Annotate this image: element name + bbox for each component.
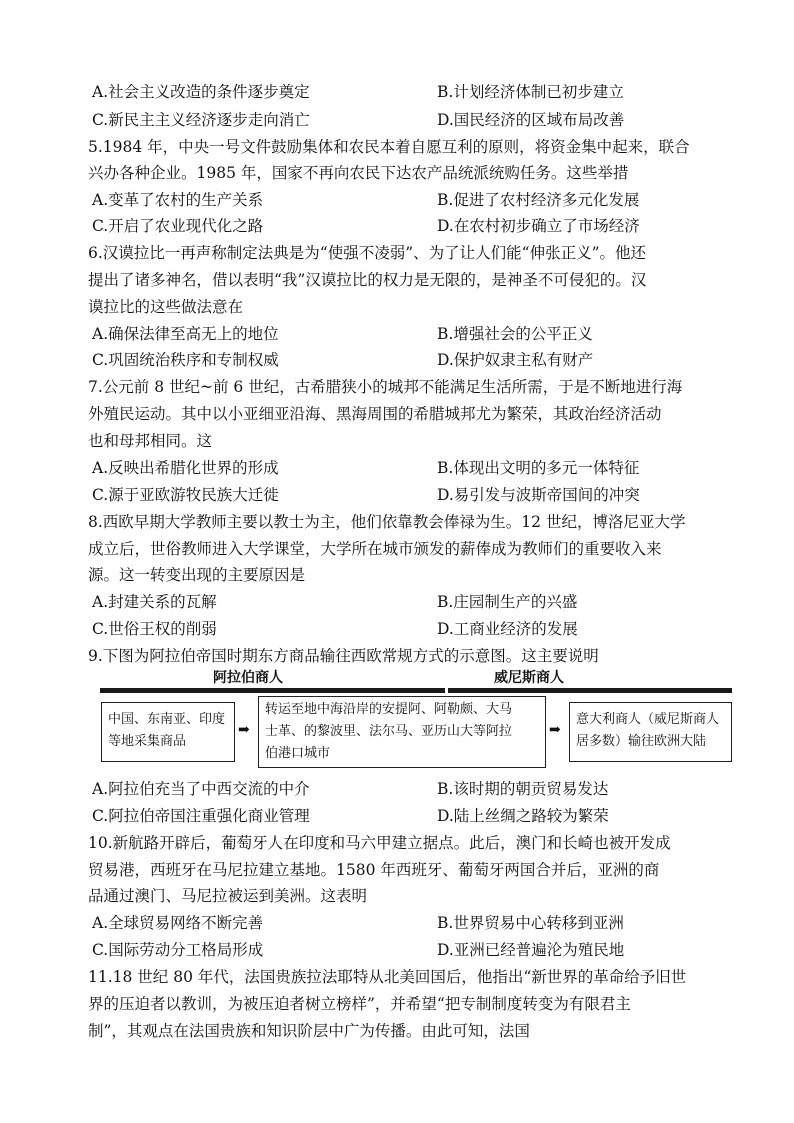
q10-option-d: D.亚洲已经普遍沦为殖民地 bbox=[437, 941, 625, 959]
q6-stem-line-1: 6.汉谟拉比一再声称制定法典是为“使强不凌弱”、为了让人们能“伸张正义”。他还 bbox=[88, 244, 646, 262]
q4-option-a: A.社会主义改造的条件逐步奠定 bbox=[92, 83, 310, 101]
box-arab-ports-line-2: 士革、的黎波里、法尔马、亚历山大等阿拉 bbox=[265, 724, 513, 739]
q8-stem-line-3: 源。这一转变出现的主要原因是 bbox=[88, 566, 306, 584]
q7-option-c: C.源于亚欧游牧民族大迁徙 bbox=[92, 486, 279, 504]
q11-stem-line-2: 界的压迫者以教训，为被压迫者树立榜样”，并希望“把专制制度转变为有限君主 bbox=[88, 995, 631, 1013]
q5-option-c: C.开启了农业现代化之路 bbox=[92, 217, 264, 235]
box-source-goods bbox=[101, 702, 235, 762]
q9-option-b: B.该时期的朝贡贸易发达 bbox=[437, 780, 609, 798]
q10-option-a: A.全球贸易网络不断完善 bbox=[92, 914, 264, 932]
q4-option-c: C.新民主主义经济逐步走向消亡 bbox=[92, 111, 310, 129]
q7-option-a: A.反映出希腊化世界的形成 bbox=[92, 459, 279, 477]
box-italian-merchants bbox=[569, 702, 732, 762]
box-arab-ports-line-1: 转运至地中海沿岸的安提阿、阿勒颇、大马 bbox=[265, 702, 513, 717]
q8-option-c: C.世俗王权的削弱 bbox=[92, 620, 217, 638]
q8-option-a: A.封建关系的瓦解 bbox=[92, 593, 217, 611]
q8-stem-line-2: 成立后，世俗教师进入大学课堂，大学所在城市颁发的薪俸成为教师们的重要收入来 bbox=[88, 540, 662, 558]
q10-stem-line-1: 10.新航路开辟后，葡萄牙人在印度和马六甲建立据点。此后，澳门和长崎也被开发成 bbox=[88, 834, 671, 852]
q5-stem-line-1: 5.1984 年，中央一号文件鼓励集体和农民本着自愿互利的原则，将资金集中起来，联合 bbox=[88, 138, 690, 156]
q4-option-b: B.计划经济体制已初步建立 bbox=[437, 83, 624, 101]
q7-option-d: D.易引发与波斯帝国间的冲突 bbox=[437, 486, 640, 504]
q10-stem-line-2: 贸易港，西班牙在马尼拉建立基地。1580 年西班牙、葡萄牙两国合并后，亚洲的商 bbox=[88, 861, 660, 879]
q7-option-b: B.体现出文明的多元一体特征 bbox=[437, 459, 640, 477]
q10-option-b: B.世界贸易中心转移到亚洲 bbox=[437, 914, 624, 932]
q8-option-b: B.庄园制生产的兴盛 bbox=[437, 593, 578, 611]
box-italian-merchants-line-1: 意大利商人（威尼斯商人 bbox=[576, 712, 720, 727]
box-source-goods-line-1: 中国、东南亚、印度 bbox=[108, 712, 226, 727]
q6-option-c: C.巩固统治秩序和专制权威 bbox=[92, 351, 279, 369]
venetian-merchants-header: 威尼斯商人 bbox=[494, 670, 564, 686]
q10-stem-line-3: 品通过澳门、马尼拉被运到美洲。这表明 bbox=[88, 887, 368, 905]
box-arab-ports bbox=[258, 696, 546, 768]
venetian-section-bar bbox=[448, 688, 732, 693]
q5-stem-line-2: 兴办各种企业。1985 年，国家不再向农民下达农产品统派统购任务。这些举措 bbox=[88, 164, 629, 182]
q11-stem-line-3: 制”，其观点在法国贵族和知识阶层中广为传播。由此可知，法国 bbox=[88, 1022, 530, 1040]
q6-option-a: A.确保法律至高无上的地位 bbox=[92, 325, 279, 343]
q5-option-a: A.变革了农村的生产关系 bbox=[92, 191, 264, 209]
q8-stem-line-1: 8.西欧早期大学教师主要以教士为主，他们依靠教会俸禄为生。12 世纪，博洛尼亚大学 bbox=[88, 513, 686, 531]
q7-stem-line-1: 7.公元前 8 世纪~前 6 世纪，古希腊狭小的城邦不能满足生活所需，于是不断地进行海 bbox=[88, 378, 683, 396]
arab-section-bar bbox=[100, 688, 445, 693]
q6-stem-line-3: 谟拉比的这些做法意在 bbox=[88, 298, 244, 316]
q7-stem-line-2: 外殖民运动。其中以小亚细亚沿海、黑海周围的希腊城邦尤为繁荣，其政治经济活动 bbox=[88, 405, 662, 423]
box-arab-ports-line-3: 伯港口城市 bbox=[265, 746, 331, 761]
box-italian-merchants-line-2: 居多数）输往欧洲大陆 bbox=[576, 734, 707, 749]
q6-stem-line-2: 提出了诸多神名，借以表明“我”汉谟拉比的权力是无限的，是神圣不可侵犯的。汉 bbox=[88, 271, 647, 289]
q9-option-d: D.陆上丝绸之路较为繁荣 bbox=[437, 807, 609, 825]
box-source-goods-line-2: 等地采集商品 bbox=[108, 734, 187, 749]
q8-option-d: D.工商业经济的发展 bbox=[437, 620, 578, 638]
q9-option-c: C.阿拉伯帝国注重强化商业管理 bbox=[92, 807, 310, 825]
q10-option-c: C.国际劳动分工格局形成 bbox=[92, 941, 264, 959]
q7-stem-line-3: 也和母邦相同。这 bbox=[88, 432, 213, 450]
q9-stem-line-1: 9.下图为阿拉伯帝国时期东方商品输往西欧常规方式的示意图。这主要说明 bbox=[88, 647, 599, 665]
arrow-right-icon: ➡ bbox=[549, 722, 561, 738]
q11-stem-line-1: 11.18 世纪 80 年代，法国贵族拉法耶特从北美回国后，他指出“新世界的革命给予旧世 bbox=[88, 968, 687, 986]
q4-option-d: D.国民经济的区域布局改善 bbox=[437, 111, 625, 129]
q9-option-a: A.阿拉伯充当了中西交流的中介 bbox=[92, 780, 310, 798]
q6-option-d: D.保护奴隶主私有财产 bbox=[437, 351, 594, 369]
arab-merchants-header: 阿拉伯商人 bbox=[213, 670, 283, 686]
arrow-right-icon: ➡ bbox=[238, 722, 250, 738]
q6-option-b: B.增强社会的公平正义 bbox=[437, 325, 593, 343]
q5-option-b: B.促进了农村经济多元化发展 bbox=[437, 191, 640, 209]
q5-option-d: D.在农村初步确立了市场经济 bbox=[437, 217, 640, 235]
